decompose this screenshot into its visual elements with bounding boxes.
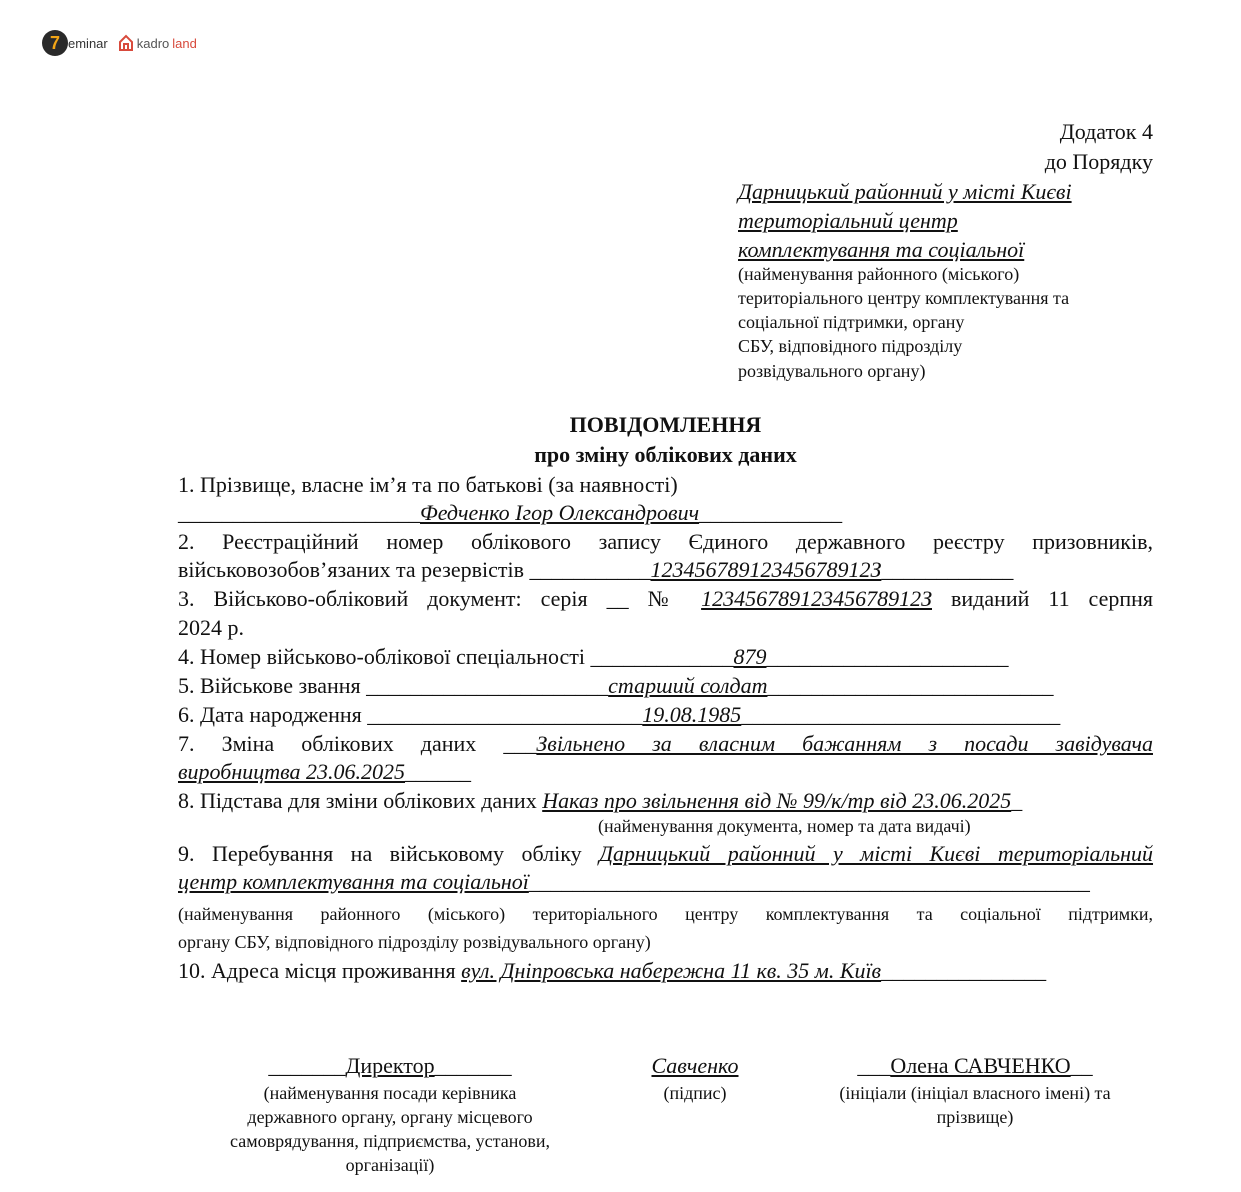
kadroland-logo-text-a: kadro [136, 35, 170, 51]
signature-position-row [195, 1052, 585, 1080]
field-7-row-2 [178, 758, 471, 786]
field-4-row [178, 643, 1009, 671]
field-1-row [178, 499, 842, 527]
seminar-logo-text: eminar [68, 35, 108, 51]
signature-name-row [790, 1052, 1160, 1080]
field-4-value: 879 [733, 644, 767, 669]
field-7-label: 7. Зміна облікових даних [178, 731, 477, 756]
field-10-label: 10. Адреса місця проживання [178, 958, 456, 983]
field-8-row [178, 787, 1022, 815]
signature-position-note-1: (найменування посади керівника [263, 1083, 517, 1103]
field-2-pre: ___________ [529, 557, 651, 582]
field-3-issued: виданий 11 серпня [950, 586, 1154, 611]
field-3-no: № [647, 586, 683, 611]
recipient-line-2: територіальний центр [738, 208, 958, 233]
kadroland-logo [118, 34, 197, 52]
recipient-note-2: територіального центру комплектування та [738, 288, 1070, 308]
field-7-row [178, 730, 1153, 758]
field-9-note-1-text: (найменування районного (міського) територіального центру комплектування та соціальної підтримки, [178, 904, 1153, 924]
field-9-post: ___________________________________________________ [528, 869, 1090, 894]
house-icon [118, 34, 134, 52]
field-5-value: старший солдат [608, 673, 768, 698]
seminar-logo-mark: 7 [42, 30, 68, 56]
signature-name-note-1: (ініціали (ініціал власного імені) та [839, 1083, 1111, 1103]
field-7-value-1: Звільнено за власним бажанням з посади завідувача [536, 731, 1153, 756]
field-1-pre: ______________________ [178, 500, 420, 525]
field-9-value-2: центр комплектування та соціальної [178, 869, 529, 894]
field-1-post: _____________ [699, 500, 843, 525]
recipient-note-5: розвідувального органу) [738, 361, 926, 381]
field-6-label: 6. Дата народження [178, 702, 362, 727]
signature-position-post: _______ [434, 1053, 512, 1078]
field-7-post: ______ [405, 759, 472, 784]
field-9-row-2 [178, 868, 1153, 896]
recipient-line-1: Дарницький районний у місті Києві [738, 179, 1072, 204]
field-8-value: Наказ про звільнення від № 99/к/тр від 23.06.2025 [542, 788, 1012, 813]
field-4-post: ______________________ [766, 644, 1009, 669]
field-2-post: ____________ [881, 557, 1014, 582]
field-7-pre: ___ [503, 731, 537, 756]
field-5-pre: ______________________ [366, 673, 609, 698]
signature-name: Олена САВЧЕНКО [890, 1053, 1071, 1078]
annex-ref: до Порядку [1044, 149, 1153, 174]
field-9-note-1 [178, 902, 1153, 926]
field-8-label: 8. Підстава для зміни облікових даних [178, 788, 537, 813]
field-4-label: 4. Номер військово-облікової спеціальності [178, 644, 585, 669]
logos [42, 30, 197, 56]
recipient-note-1: (найменування районного (міського) [738, 264, 1020, 284]
field-9-label: 9. Перебування на військовому обліку [178, 841, 582, 866]
signature-name-post: __ [1070, 1053, 1093, 1078]
document-title: ПОВІДОМЛЕННЯ [569, 412, 762, 437]
field-1-value: Федченко Ігор Олександрович [420, 500, 700, 525]
field-6-pre: _________________________ [367, 702, 643, 727]
field-10-value: вул. Дніпровська набережна 11 кв. 35 м. Київ [461, 958, 882, 983]
field-9-value-1: Дарницький районний у місті Києві територіальний [599, 841, 1154, 866]
field-4-pre: _____________ [590, 644, 734, 669]
signature-position-note-3: самоврядування, підприємства, установи, [230, 1131, 550, 1151]
field-3-row [178, 585, 1153, 613]
field-2-value: 12345678912345678912З [650, 557, 882, 582]
signature-name-pre: ___ [857, 1053, 891, 1078]
field-3-series: __ [606, 586, 629, 611]
signature-position-pre: _______ [268, 1053, 346, 1078]
field-2-row [178, 556, 1013, 584]
recipient-note-4: СБУ, відповідного підрозділу [738, 336, 963, 356]
field-1-label: 1. Прізвище, власне ім’я та по батькові (за наявності) [178, 472, 678, 497]
seminar-logo [42, 30, 108, 56]
signature-position-note-4: організації) [345, 1155, 435, 1175]
signature-value: Савченко [651, 1053, 739, 1078]
signature-name-note-2: прізвище) [936, 1107, 1014, 1127]
field-6-value: 19.08.1985 [642, 702, 742, 727]
field-8-post: _ [1011, 788, 1023, 813]
field-2-line-1: 2. Реєстраційний номер облікового запису Єдиного державного реєстру призовників, [178, 529, 1153, 554]
field-9-note-2: органу СБУ, відповідного підрозділу розвідувального органу) [178, 932, 651, 952]
field-3-label: 3. Військово-обліковий документ: серія [178, 586, 588, 611]
field-6-row [178, 701, 1060, 729]
signature-position-note-2: державного органу, органу місцевого [247, 1107, 533, 1127]
field-3-line-2: 2024 р. [178, 615, 244, 640]
signature-note: (підпис) [663, 1083, 727, 1103]
kadroland-logo-text-b: land [172, 35, 197, 51]
field-5-row [178, 672, 1053, 700]
field-2-label: військовозобов’язаних та резервістів [178, 557, 524, 582]
recipient-note-3: соціальної підтримки, органу [738, 312, 965, 332]
field-3-value: 12345678912345678912З [701, 586, 932, 611]
field-6-post: _____________________________ [741, 702, 1061, 727]
signature-position: Директор [345, 1053, 435, 1078]
field-5-label: 5. Військове звання [178, 673, 361, 698]
field-10-row [178, 957, 1046, 985]
field-7-value-2: виробництва 23.06.2025 [178, 759, 406, 784]
document-subtitle: про зміну облікових даних [534, 442, 797, 467]
field-8-note: (найменування документа, номер та дата видачі) [598, 816, 971, 836]
field-9-row [178, 840, 1153, 868]
recipient-line-3: комплектування та соціальної [738, 237, 1025, 262]
field-10-post: _______________ [881, 958, 1047, 983]
annex-number: Додаток 4 [1059, 119, 1153, 144]
field-5-post: __________________________ [767, 673, 1054, 698]
